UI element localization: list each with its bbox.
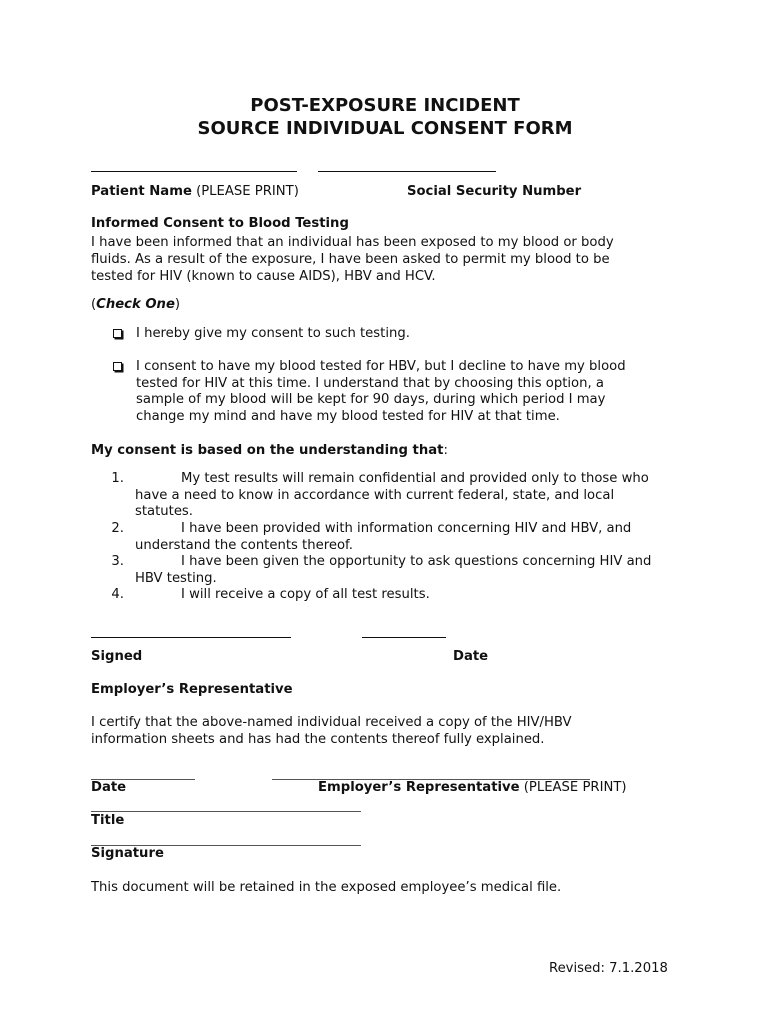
employer-certify-line: information sheets and has had the contents thereof fully explained. — [91, 732, 545, 747]
option1-checkbox[interactable] — [113, 329, 122, 338]
title-label: Title — [91, 813, 125, 828]
understanding-heading — [91, 443, 448, 458]
list-item-line: statutes. — [135, 504, 193, 519]
understanding-heading-text: My consent is based on the understanding that — [91, 443, 444, 458]
employer-rep-caption — [318, 780, 627, 795]
list-item-line: I have been provided with information concerning HIV and HBV, and — [181, 521, 632, 536]
list-item — [135, 521, 631, 554]
list-item-line: I will receive a copy of all test results. — [181, 587, 430, 602]
list-item-line: HBV testing. — [135, 570, 217, 586]
option2-text — [136, 359, 626, 425]
option2-line: sample of my blood will be kept for 90 days, during which period I may — [136, 392, 606, 407]
signature-label: Signature — [91, 846, 164, 861]
ssn-label: Social Security Number — [407, 184, 582, 199]
employer-rep-hint: (PLEASE PRINT) — [519, 780, 627, 795]
patient-name-caption — [91, 184, 299, 199]
ssn-line[interactable] — [318, 171, 496, 172]
list-item-number: 3. — [111, 554, 124, 569]
option2-line: I consent to have my blood tested for HBV, but I decline to have my blood — [136, 359, 626, 374]
list-item — [135, 471, 649, 521]
employer-date-label: Date — [91, 780, 127, 795]
signed-label: Signed — [91, 649, 143, 664]
consent-paragraph-line: I have been informed that an individual has been exposed to my blood or body — [91, 235, 614, 250]
signed-line[interactable] — [91, 637, 291, 638]
employer-rep-label: Employer’s Representative — [318, 780, 520, 795]
employer-heading: Employer’s Representative — [91, 682, 293, 697]
list-item-number: 2. — [111, 521, 124, 536]
patient-name-line[interactable] — [91, 171, 297, 172]
employer-certify — [91, 714, 572, 748]
list-item — [135, 554, 651, 587]
patient-name-label: Patient Name — [91, 184, 192, 199]
list-item-line: I have been given the opportunity to ask questions concerning HIV and — [181, 554, 652, 569]
option2-line: change my mind and have my blood tested for HIV at that time. — [136, 408, 560, 424]
list-item-number: 4. — [111, 587, 124, 602]
form-title-line2: SOURCE INDIVIDUAL CONSENT FORM — [197, 118, 573, 139]
title-line[interactable] — [91, 811, 361, 812]
consent-paragraph-line: fluids. As a result of the exposure, I have been asked to permit my blood to be — [91, 252, 610, 267]
signed-date-label: Date — [453, 649, 489, 664]
option2-checkbox[interactable] — [113, 362, 122, 371]
consent-paragraph-line: tested for HIV (known to cause AIDS), HBV and HCV. — [91, 269, 436, 284]
signed-date-line[interactable] — [362, 637, 446, 638]
consent-heading: Informed Consent to Blood Testing — [91, 216, 349, 231]
list-item — [135, 587, 430, 604]
revised-date: Revised: 7.1.2018 — [549, 961, 668, 976]
retention-note: This document will be retained in the exposed employee’s medical file. — [91, 880, 562, 895]
form-title-line1: POST-EXPOSURE INCIDENT — [250, 95, 520, 116]
check-one-close-paren: ) — [174, 297, 181, 312]
check-one-label: Check One — [96, 297, 175, 312]
patient-name-hint: (PLEASE PRINT) — [191, 184, 299, 199]
list-item-number: 1. — [111, 471, 124, 486]
list-item-line: My test results will remain confidential and provided only to those who — [181, 471, 649, 486]
check-one-instruction — [91, 297, 180, 312]
list-item-line: understand the contents thereof. — [135, 537, 353, 553]
employer-certify-line: I certify that the above-named individual received a copy of the HIV/HBV — [91, 715, 572, 730]
consent-paragraph — [91, 234, 614, 285]
list-item-line: have a need to know in accordance with current federal, state, and local — [135, 487, 615, 503]
option2-line: tested for HIV at this time. I understand that by choosing this option, a — [136, 375, 604, 391]
option1-text: I hereby give my consent to such testing. — [136, 326, 410, 341]
check-one-open-paren: ( — [91, 297, 97, 312]
understanding-heading-colon: : — [443, 443, 448, 458]
